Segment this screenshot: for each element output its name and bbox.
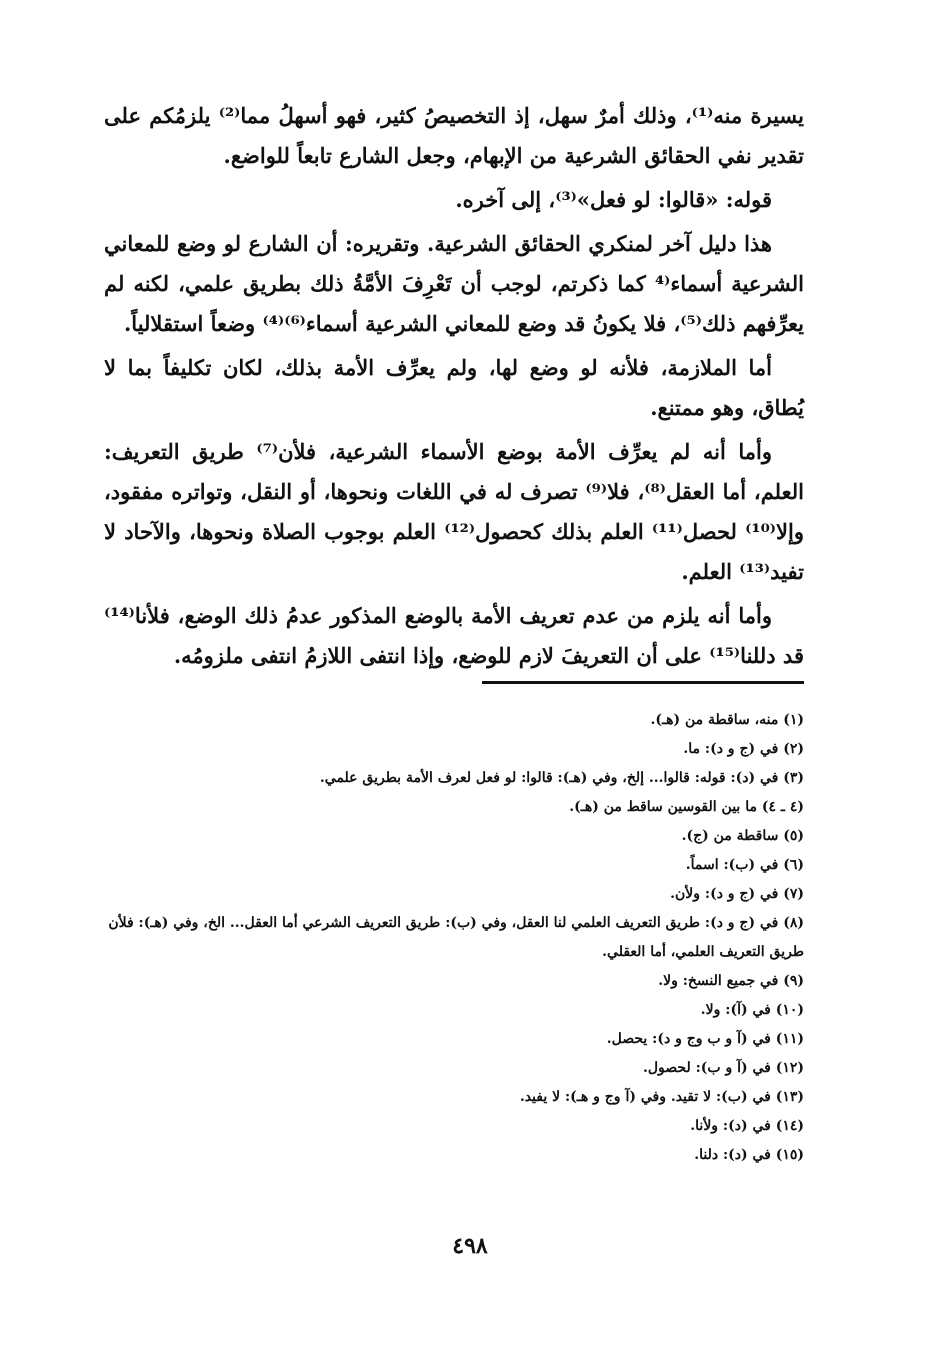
footnote: (٣) في (د): قوله: قالوا... إلخ، وفي (هـ): قالوا: لو فعل لعرف الأمة بطريق علمي.	[319, 770, 804, 786]
footnote: (٢) في (ج و د): ما.	[683, 741, 804, 757]
main-text	[104, 96, 804, 680]
footnote: (٩) في جميع النسخ: ولا.	[658, 973, 804, 989]
footnote: (١٣) في (ب): لا تقيد. وفي (آ وج و هـ): لا يفيد.	[519, 1089, 804, 1105]
footnote: (٦) في (ب): اسماً.	[685, 857, 804, 873]
footnote: (١٥) في (د): دلنا.	[694, 1147, 804, 1163]
page-number: ٤٩٨	[452, 1233, 488, 1259]
footnote: (٨) في (ج و د): طريق التعريف العلمي لنا العقل، وفي (ب): طريق التعريف الشرعي أما العقل... الخ، وفي (هـ): فلأن طريق التعريف العلمي، أما العقلي.	[108, 915, 804, 960]
paragraph: يسيرة منه⁽¹⁾، وذلك أمرٌ سهل، إذ التخصيصُ كثير، فهو أسهلُ مما⁽²⁾ يلزمُكم على تقدير نفي الحقائق الشرعية من الإبهام، وجعل الشارع تابعاً للواضع.	[104, 103, 804, 168]
footnote: (١) منه، ساقطة من (هـ).	[650, 712, 804, 728]
footnote: (٥) ساقطة من (ج).	[681, 828, 804, 844]
footnotes	[104, 706, 804, 1170]
footnote: (٤ ـ ٤) ما بين القوسين ساقط من (هـ).	[569, 799, 804, 815]
paragraph: وأما أنه لم يعرِّف الأمة بوضع الأسماء الشرعية، فلأن⁽⁷⁾ طريق التعريف: العلم، أما العقل⁽⁸⁾، فلا⁽⁹⁾ تصرف له في اللغات ونحوها، أو النقل، وتواتره مفقود، وإلا⁽¹⁰⁾ لحصل⁽¹¹⁾ العلم بذلك كحصول⁽¹²⁾ العلم بوجوب الصلاة ونحوها، والآحاد لا تفيد⁽¹³⁾ العلم.	[104, 439, 805, 584]
paragraph: هذا دليل آخر لمنكري الحقائق الشرعية. وتقريره: أن الشارع لو وضع للمعاني الشرعية أسماء⁽⁴ كما ذكرتم، لوجب أن تَعْرِفَ الأمَّةُ ذلك بطريق علمي، لكنه لم يعرِّفهم ذلك⁽⁵⁾، فلا يكونُ قد وضع للمعاني الشرعية أسماء⁽⁶⁾⁽⁴⁾ وضعاً استقلالياً.	[104, 231, 804, 336]
footnote: (١١) في (آ و ب وج و د): يحصل.	[606, 1031, 804, 1047]
footnote-separator	[482, 681, 804, 684]
footnote: (١٤) في (د): ولأنا.	[690, 1118, 804, 1134]
paragraph: أما الملازمة، فلأنه لو وضع لها، ولم يعرِّف الأمة بذلك، لكان تكليفاً بما لا يُطاق، وهو ممتنع.	[104, 355, 804, 420]
footnote: (١٢) في (آ و ب): لحصول.	[643, 1060, 804, 1076]
footnote: (٧) في (ج و د): ولأن.	[670, 886, 804, 902]
paragraph: قوله: «قالوا: لو فعل»⁽³⁾، إلى آخره.	[455, 187, 772, 212]
paragraph: وأما أنه يلزم من عدم تعريف الأمة بالوضع المذكور عدمُ ذلك الوضع، فلأنا⁽¹⁴⁾ قد دللنا⁽¹⁵⁾ على أن التعريفَ لازم للوضع، وإذا انتفى اللازمُ انتفى ملزومُه.	[104, 603, 804, 668]
footnote: (١٠) في (آ): ولا.	[700, 1002, 804, 1018]
